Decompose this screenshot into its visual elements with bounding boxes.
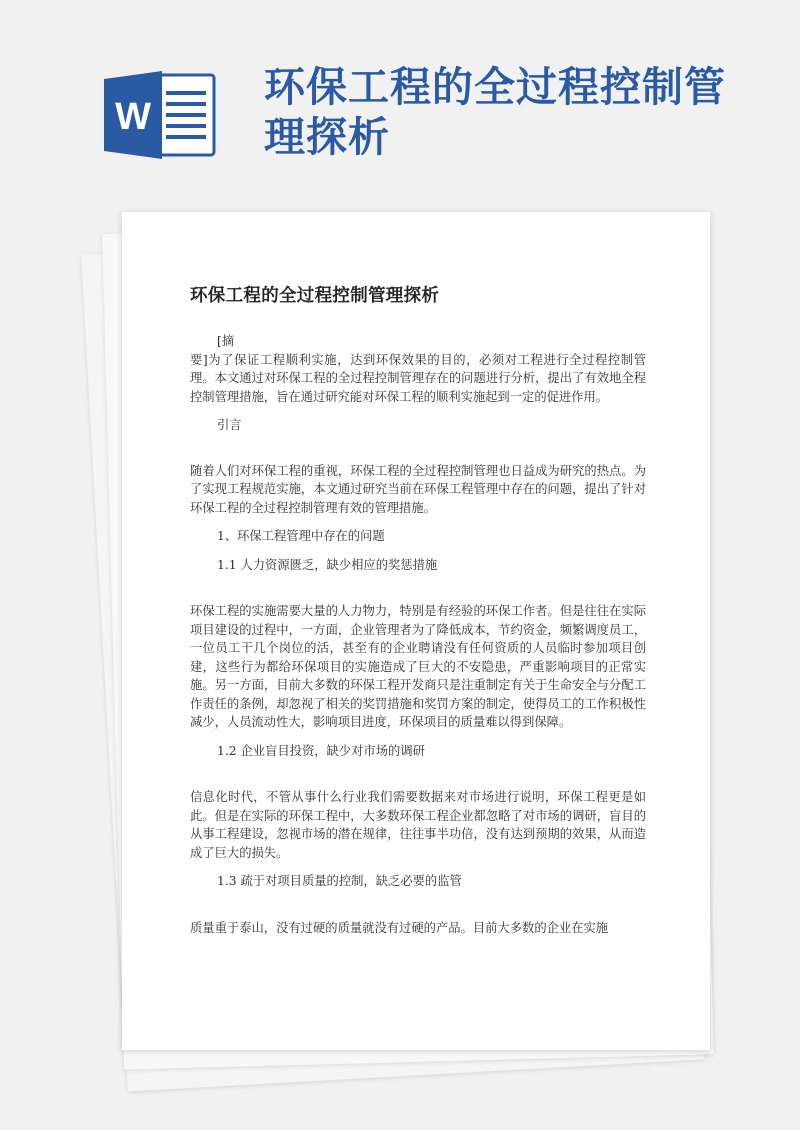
subsection-1-2-heading: 1.2 企业盲目投资，缺少对市场的调研 bbox=[217, 743, 425, 758]
banner-title: 环保工程的全过程控制管理探析 bbox=[264, 63, 726, 161]
document-page bbox=[122, 212, 710, 1050]
subsection-1-1-paragraph: 环保工程的实施需要大量的人力物力，特别是有经验的环保工作者。但是往往在实际项目建设的过程中，一方面，企业管理者为了降低成本，节约资金，频繁调度员工，一位员工干几个岗位的活，甚至有的企业聘请没有任何资质的人员临时参加项目创建，这些行为都给环保项目的实施造成了巨大的不安隐患，严重影响项目的正常实施。另一方面，目前大多数的环保工程开发商只是注重制定有关于生命安全与分配工作责任的条例，却忽视了相关的奖罚措施和奖罚方案的制定，使得员工的工作积极性减少，人员流动性大，影响项目进度，环保项目的质量难以得到保障。 bbox=[190, 604, 646, 729]
word-logo-letter: W bbox=[115, 96, 151, 138]
document-title: 环保工程的全过程控制管理探析 bbox=[190, 286, 440, 306]
intro-heading: 引言 bbox=[217, 418, 242, 432]
subsection-1-2-paragraph: 信息化时代，不管从事什么行业我们需要数据来对市场进行说明，环保工程更是如此。但是在实际的环保工程中，大多数环保工程企业都忽略了对市场的调研，盲目的从事工程建设，忽视市场的潜在规律，往往事半功倍，没有达到预期的效果，从而造成了巨大的损失。 bbox=[190, 790, 646, 860]
abstract-label: [摘 bbox=[217, 334, 235, 348]
subsection-1-3-heading: 1.3 疏于对项目质量的控制，缺乏必要的监管 bbox=[217, 874, 462, 888]
document-content bbox=[190, 284, 646, 937]
word-logo-icon bbox=[104, 71, 216, 159]
intro-paragraph: 随着人们对环保工程的重视，环保工程的全过程控制管理也日益成为研究的热点。为了实现工程规范实施，本文通过研究当前在环保工程管理中存在的问题，提出了针对环保工程的全过程控制管理有效的管理措施。 bbox=[190, 463, 646, 515]
subsection-1-3-paragraph: 质量重于泰山，没有过硬的质量就没有过硬的产品。目前大多数的企业在实施 bbox=[190, 920, 609, 935]
subsection-1-1-heading: 1.1 人力资源匮乏，缺少相应的奖惩措施 bbox=[217, 557, 438, 572]
section-1-heading: 1、环保工程管理中存在的问题 bbox=[217, 529, 385, 543]
abstract-paragraph: 要]为了保证工程顺利实施，达到环保效果的目的，必须对工程进行全过程控制管理。本文通过对环保工程的全过程控制管理存在的问题进行分析，提出了有效地全程控制管理措施，旨在通过研究能对环保工程的顺利实施起到一定的促进作用。 bbox=[190, 352, 646, 404]
